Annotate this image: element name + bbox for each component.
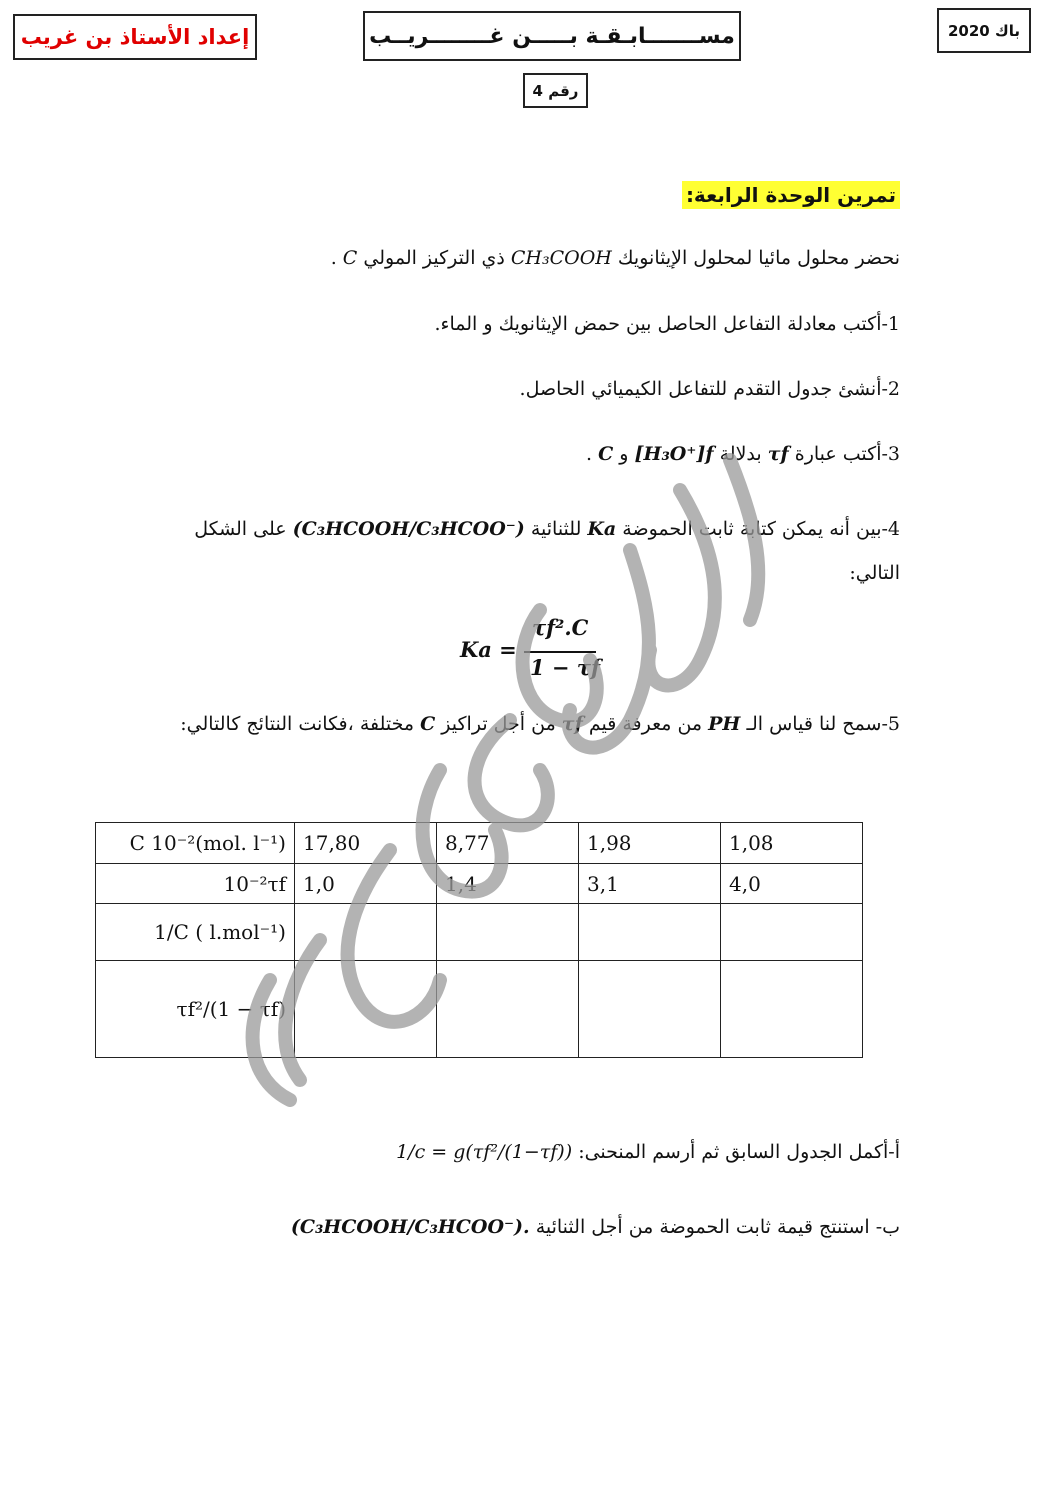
formula-lhs: Ka = xyxy=(460,637,517,662)
competition-title: مســـــــابـقـة بـــــن غــــــــريــب xyxy=(363,11,741,61)
table-cell-empty xyxy=(295,904,437,961)
table-cell-empty xyxy=(295,961,437,1058)
table-row xyxy=(96,864,863,904)
table-cell: 8,77 xyxy=(437,823,579,864)
table-cell-empty xyxy=(437,961,579,1058)
table-cell: 4,0 xyxy=(721,864,863,904)
intro-paragraph: نحضر محلول مائيا لمحلول الإيثانويك CH₃COOH ذي التركيز المولي C . xyxy=(330,247,900,269)
fraction-bar xyxy=(524,651,596,653)
question-2: 2-أنشئ جدول التقدم للتفاعل الكيميائي الحاصل. xyxy=(519,378,900,400)
question-b: ب- استنتج قيمة ثابت الحموضة من أجل الثنائية (C₃HCOOH/C₃HCOO⁻). xyxy=(290,1216,900,1238)
question-a: أ-أكمل الجدول السابق ثم أرسم المنحنى: 1/c = g(τf²/(1−τf)) xyxy=(396,1141,900,1163)
formula-numerator: τf².C xyxy=(532,615,589,640)
question-3: 3-أكتب عبارة τf بدلالة [H₃O⁺]f و C . xyxy=(586,443,900,465)
year-badge: باك 2020 xyxy=(937,8,1031,53)
table-cell-empty xyxy=(437,904,579,961)
table-cell: 1,08 xyxy=(721,823,863,864)
formula-denominator: 1 − τf xyxy=(530,655,600,680)
table-cell: 1,4 xyxy=(437,864,579,904)
row-label-inverse-c: 1/C ( l.mol⁻¹) xyxy=(96,904,295,961)
competition-number: رقم 4 xyxy=(523,73,588,108)
table-row xyxy=(96,961,863,1058)
table-cell-empty xyxy=(579,904,721,961)
author-label: إعداد الأستاذ بن غريب xyxy=(13,14,257,60)
table-cell: 1,0 xyxy=(295,864,437,904)
row-label-concentration: C 10⁻²(mol. l⁻¹) xyxy=(96,823,295,864)
row-label-tau-ratio: τf²/(1 − τf) xyxy=(96,961,295,1058)
table-cell: 3,1 xyxy=(579,864,721,904)
table-cell-empty xyxy=(579,961,721,1058)
question-1: 1-أكتب معادلة التفاعل الحاصل بين حمض الإيثانويك و الماء. xyxy=(434,313,900,335)
table-row xyxy=(96,904,863,961)
exercise-title: تمرين الوحدة الرابعة: xyxy=(682,183,900,207)
table-cell: 17,80 xyxy=(295,823,437,864)
row-label-tau: 10⁻²τf xyxy=(96,864,295,904)
table-cell-empty xyxy=(721,961,863,1058)
acidity-constant-formula xyxy=(460,615,620,687)
table-cell-empty xyxy=(721,904,863,961)
question-5: 5-سمح لنا قياس الـ PH من معرفة قيم τf من أجل تراكيز C مختلفة ،فكانت النتائج كالتالي: xyxy=(180,713,900,735)
question-4: 4-بين أنه يمكن كتابة ثابت الحموضة Ka للثنائية (C₃HCOOH/C₃HCOO⁻) على الشكل التالي: xyxy=(194,518,900,584)
table-row xyxy=(96,823,863,864)
results-table xyxy=(95,822,863,1058)
table-cell: 1,98 xyxy=(579,823,721,864)
